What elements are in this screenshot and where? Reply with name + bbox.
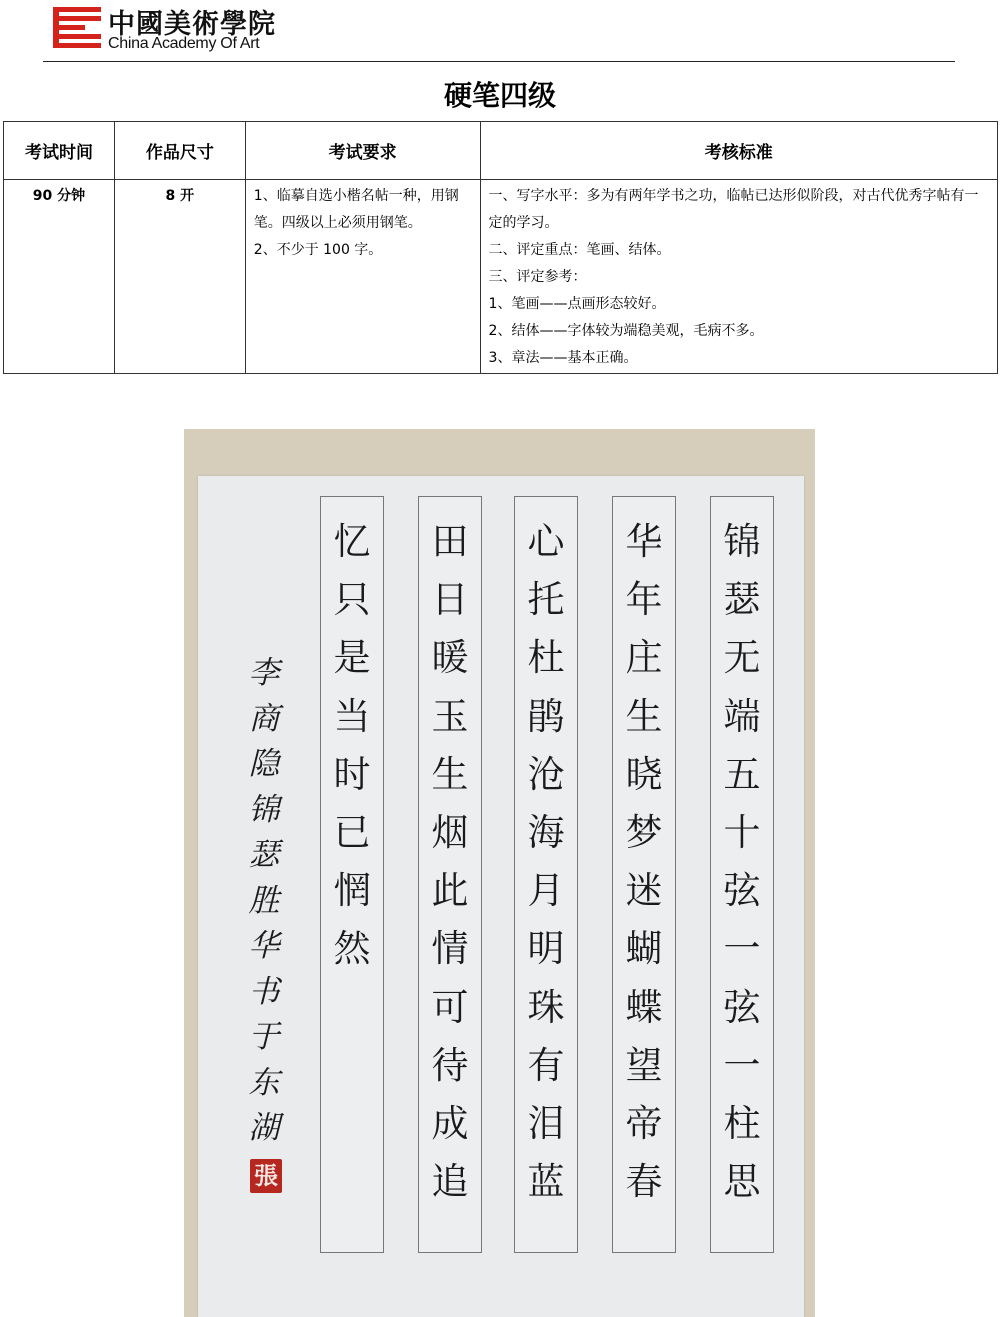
- cell-criteria: [480, 180, 997, 374]
- calligraphy-character: 田: [431, 520, 469, 563]
- column-text: [613, 513, 675, 1211]
- calligraphy-character: 成: [431, 1101, 469, 1145]
- calligraphy-character: 然: [333, 927, 371, 971]
- calligraphy-character: 沧: [527, 752, 565, 796]
- calligraphy-character: 一: [723, 927, 761, 971]
- exam-standard-table: [3, 121, 998, 374]
- calligraphy-character: 时: [333, 752, 371, 796]
- calligraphy-character: 珠: [527, 985, 565, 1029]
- calligraphy-character: 思: [723, 1160, 761, 1204]
- calligraphy-character: 春: [625, 1160, 663, 1204]
- calligraphy-character: 锦: [248, 791, 280, 828]
- calligraphy-character: 惘: [333, 869, 371, 913]
- calligraphy-character: 庄: [625, 636, 663, 680]
- calligraphy-character: 追: [431, 1160, 469, 1204]
- calligraphy-character: 生: [431, 752, 469, 796]
- calligraphy-column: [612, 496, 676, 1253]
- calligraphy-character: 可: [431, 985, 469, 1029]
- calligraphy-character: 瑟: [248, 837, 280, 873]
- calligraphy-character: 烟: [431, 810, 469, 854]
- calligraphy-character: 晓: [625, 752, 663, 796]
- requirement-item: 2、不少于 100 字。: [253, 242, 383, 258]
- calligraphy-character: 湖: [248, 1110, 280, 1146]
- calligraphy-character: 商: [248, 700, 280, 737]
- calligraphy-character: 托: [527, 578, 565, 622]
- table-header-row: [4, 122, 998, 180]
- calligraphy-character: 迷: [625, 869, 663, 913]
- column-text: [419, 513, 481, 1211]
- calligraphy-character: 李: [248, 655, 280, 691]
- calligraphy-character: 弦: [723, 985, 761, 1029]
- criteria-item: 三、评定参考：: [488, 269, 587, 285]
- criteria-item: 1、笔画——点画形态较好。: [488, 296, 666, 312]
- academy-name-chinese: 中國美術學院: [108, 9, 276, 40]
- calligraphy-character: 杜: [527, 636, 565, 680]
- calligraphy-column: [514, 496, 578, 1253]
- calligraphy-character: 是: [333, 636, 371, 680]
- criteria-item: 一、写字水平：多为有两年学书之功，临帖已达形似阶段，对古代优秀字帖有一定的学习。: [488, 188, 979, 231]
- calligraphy-character: 只: [333, 578, 371, 622]
- academy-logo-icon: [53, 7, 101, 49]
- calligraphy-character: 十: [723, 810, 761, 854]
- requirement-item: 1、临摹自选小楷名帖一种，用钢笔。四级以上必须用钢笔。: [253, 188, 459, 231]
- calligraphy-character: 生: [625, 694, 663, 738]
- criteria-item: 3、章法——基本正确。: [488, 350, 638, 366]
- calligraphy-character: 锦: [723, 520, 761, 563]
- calligraphy-character: 玉: [431, 694, 469, 738]
- cell-exam-time: 90 分钟: [4, 180, 115, 374]
- cell-work-size: 8 开: [114, 180, 245, 374]
- calligraphy-sample-photo: [184, 429, 815, 1317]
- calligraphy-character: 当: [333, 694, 371, 738]
- calligraphy-character: 已: [333, 810, 371, 854]
- calligraphy-character: 年: [625, 578, 663, 622]
- calligraphy-character: 帝: [625, 1101, 663, 1145]
- calligraphy-column: [710, 496, 774, 1253]
- calligraphy-character: 海: [527, 810, 565, 854]
- signature-inscription: [236, 651, 292, 1152]
- calligraphy-character: 鹃: [527, 694, 565, 738]
- calligraphy-character: 胜: [248, 882, 280, 919]
- calligraphy-character: 华: [248, 928, 280, 964]
- calligraphy-character: 泪: [527, 1101, 565, 1145]
- header-assessment-criteria: 考核标准: [480, 122, 997, 180]
- calligraphy-character: 弦: [723, 869, 761, 913]
- calligraphy-character: 蓝: [527, 1160, 565, 1204]
- criteria-item: 二、评定重点：笔画、结体。: [488, 242, 671, 258]
- calligraphy-character: 月: [527, 869, 565, 913]
- calligraphy-character: 日: [431, 578, 469, 622]
- calligraphy-character: 暖: [431, 636, 469, 680]
- header-divider: [43, 61, 955, 62]
- criteria-item: 2、结体——字体较为端稳美观，毛病不多。: [488, 323, 764, 339]
- calligraphy-character: 于: [248, 1019, 280, 1055]
- calligraphy-character: 望: [625, 1043, 663, 1087]
- calligraphy-character: 此: [431, 869, 469, 913]
- calligraphy-column: [418, 496, 482, 1253]
- calligraphy-character: 五: [723, 752, 761, 796]
- calligraphy-character: 瑟: [723, 578, 761, 622]
- calligraphy-character: 书: [248, 973, 280, 1010]
- calligraphy-character: 梦: [625, 810, 663, 854]
- red-seal-stamp: 張: [250, 1159, 282, 1193]
- column-text: [321, 513, 383, 979]
- calligraphy-character: 情: [431, 927, 469, 971]
- header-exam-time: 考试时间: [4, 122, 115, 180]
- calligraphy-paper: [198, 476, 804, 1317]
- calligraphy-character: 蝶: [625, 985, 663, 1029]
- calligraphy-character: 隐: [248, 746, 280, 782]
- calligraphy-character: 明: [527, 927, 565, 971]
- column-text: [711, 513, 773, 1211]
- header-exam-requirements: 考试要求: [245, 122, 480, 180]
- header-work-size: 作品尺寸: [114, 122, 245, 180]
- table-row: [4, 180, 998, 374]
- calligraphy-character: 忆: [333, 520, 371, 563]
- calligraphy-character: 无: [723, 636, 761, 680]
- academy-name-english: China Academy Of Art: [108, 35, 260, 52]
- calligraphy-character: 蝴: [625, 927, 663, 971]
- page-title: 硬笔四级: [443, 79, 556, 112]
- calligraphy-character: 待: [431, 1043, 469, 1087]
- calligraphy-character: 华: [625, 520, 663, 563]
- calligraphy-character: 有: [527, 1043, 565, 1087]
- calligraphy-column: [320, 496, 384, 1253]
- column-text: [515, 513, 577, 1211]
- calligraphy-character: 心: [527, 520, 565, 563]
- calligraphy-character: 端: [723, 694, 761, 738]
- calligraphy-character: 柱: [723, 1101, 761, 1145]
- cell-requirements: [245, 180, 480, 374]
- calligraphy-character: 东: [248, 1064, 280, 1101]
- page-header: [0, 0, 1000, 70]
- calligraphy-character: 一: [723, 1043, 761, 1087]
